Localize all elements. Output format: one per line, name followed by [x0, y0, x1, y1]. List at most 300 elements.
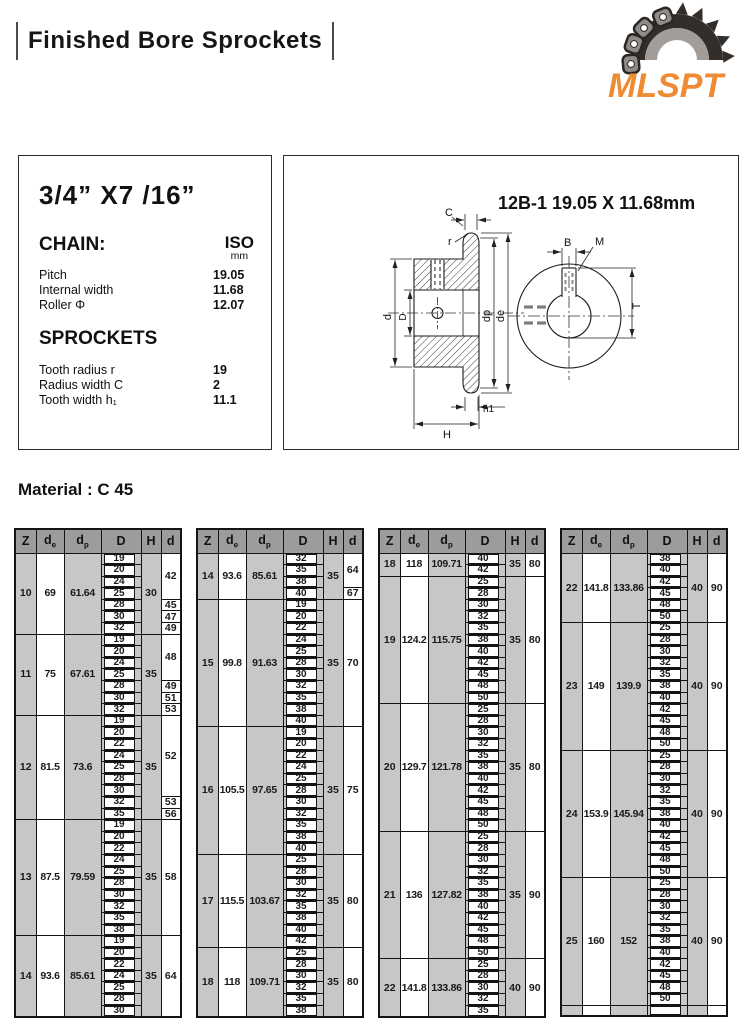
bore-cell [283, 808, 323, 820]
hub-dia-cell: 45 [161, 599, 181, 611]
table-header [379, 529, 545, 553]
spec-value: 19.05 [213, 268, 245, 282]
dp-cell: 67.61 [64, 634, 101, 715]
table-header-row [197, 529, 363, 553]
bore-box: 32 [468, 994, 499, 1005]
bore-cell [283, 762, 323, 774]
bore-cell [283, 1005, 323, 1017]
spec-label: Tooth width h₁ [39, 393, 117, 407]
bore-box: 30 [468, 855, 499, 866]
bore-cell [101, 750, 141, 762]
dp-cell: 133.86 [428, 959, 465, 1017]
bore-box: 22 [104, 843, 135, 854]
column-header-h: H [141, 529, 161, 553]
hub-width-cell: 35 [505, 576, 525, 704]
bore-cell [101, 878, 141, 890]
bore-cell [465, 970, 505, 982]
table-row [197, 553, 363, 565]
bore-cell [647, 565, 687, 577]
table-header [561, 529, 727, 553]
bore-cell [283, 576, 323, 588]
hub-dia-cell: 42 [161, 553, 181, 599]
bore-cell [647, 623, 687, 635]
bore-box: 19 [104, 716, 135, 727]
table-row [379, 553, 545, 565]
bore-box: 50 [650, 739, 681, 750]
sprocket-table-3 [378, 528, 546, 1018]
bore-cell [283, 739, 323, 751]
bore-box: 35 [650, 797, 681, 808]
bore-cell [101, 588, 141, 600]
dim-label-d: d [382, 313, 394, 321]
bore-cell [647, 704, 687, 716]
dim-label-T: T [631, 302, 643, 310]
bore-box: 42 [650, 959, 681, 970]
bore-box: 40 [286, 925, 317, 936]
sprocket-data-table [196, 528, 364, 1018]
hub-dia-cell: 51 [161, 692, 181, 704]
bore-cell [101, 947, 141, 959]
de-cell: 93.6 [36, 936, 64, 1018]
hub-dia-cell: 90 [525, 831, 545, 959]
bore-box: 28 [104, 878, 135, 889]
bore-cell [283, 970, 323, 982]
bore-box: 32 [286, 890, 317, 901]
z-cell: 14 [15, 936, 36, 1018]
bore-box: 25 [104, 588, 135, 599]
spec-row-tooth-width [39, 393, 257, 407]
sprocket-data-table [14, 528, 182, 1018]
dp-cell: 133.86 [610, 553, 647, 623]
bore-box: 30 [650, 646, 681, 657]
drawing-title: 12B-1 19.05 X 11.68mm [498, 193, 696, 213]
bore-cell [647, 553, 687, 565]
bore-box: 25 [286, 855, 317, 866]
bore-box: 45 [468, 925, 499, 936]
bore-cell [101, 657, 141, 669]
bore-box: 32 [286, 809, 317, 820]
hub-dia-cell: 58 [161, 820, 181, 936]
bore-cell [101, 1005, 141, 1017]
hub-width-cell: 35 [323, 599, 343, 727]
bore-cell [647, 773, 687, 785]
bore-box: 32 [104, 901, 135, 912]
hub-width-cell: 35 [505, 553, 525, 576]
column-header-z: Z [197, 529, 218, 553]
bore-cell [283, 588, 323, 600]
column-header-dp: $d_p$ [64, 529, 101, 553]
bore-cell [647, 692, 687, 704]
bore-box: 32 [468, 739, 499, 750]
dp-cell: 152 [610, 878, 647, 1006]
bore-cell [283, 646, 323, 658]
hub-dia-cell: 53 [161, 704, 181, 716]
column-header-dp: $d_p$ [428, 529, 465, 553]
bore-box: 24 [286, 762, 317, 773]
bore-box: 19 [104, 820, 135, 831]
bore-cell [101, 739, 141, 751]
bore-cell [465, 588, 505, 600]
bore-box: 48 [650, 727, 681, 738]
de-cell: 75 [36, 634, 64, 715]
chain-label: CHAIN: [39, 234, 106, 255]
bore-box: 40 [650, 820, 681, 831]
bore-cell [283, 599, 323, 611]
spec-value: 12.07 [213, 298, 245, 312]
bore-cell [647, 785, 687, 797]
hub-width-cell: 40 [687, 750, 707, 878]
bore-box: 28 [468, 971, 499, 982]
sprocket-table-1 [14, 528, 182, 1018]
hub-width-cell: 40 [687, 553, 707, 623]
bore-box: 38 [468, 762, 499, 773]
table-row [379, 576, 545, 588]
bore-box: 30 [468, 600, 499, 611]
bore-cell [647, 669, 687, 681]
sprocket-table-4 [560, 528, 728, 1017]
table-row [197, 854, 363, 866]
table-row [561, 750, 727, 762]
table-header-row [379, 529, 545, 553]
bore-cell [283, 901, 323, 913]
bore-box: 45 [468, 669, 499, 680]
bore-box: 40 [650, 948, 681, 959]
de-cell: 149 [582, 623, 610, 751]
bore-box: 35 [286, 820, 317, 831]
bore-box: 19 [286, 727, 317, 738]
de-cell [582, 1005, 610, 1016]
bore-box: 42 [468, 658, 499, 669]
bore-box: 22 [104, 739, 135, 750]
bore-box: 32 [286, 681, 317, 692]
bore-box: 25 [286, 646, 317, 657]
bore-cell [647, 808, 687, 820]
dim-label-H: H [443, 429, 451, 441]
de-cell: 105.5 [218, 727, 246, 855]
bore-box: 30 [650, 901, 681, 912]
hub-width-cell: 35 [323, 727, 343, 855]
bore-cell [647, 576, 687, 588]
bore-box: 50 [650, 994, 681, 1005]
bore-cell [465, 820, 505, 832]
bore-box: 30 [286, 669, 317, 680]
bore-cell [465, 831, 505, 843]
bore-cell [465, 843, 505, 855]
bore-cell [647, 820, 687, 832]
bore-cell [283, 854, 323, 866]
spec-label: Tooth radius r [39, 363, 115, 377]
spec-row-tooth-radius [39, 363, 257, 377]
bore-cell [465, 565, 505, 577]
dp-cell: 127.82 [428, 831, 465, 959]
bore-box: 24 [286, 635, 317, 646]
hub-width-cell: 40 [505, 959, 525, 1017]
bore-box: 25 [104, 982, 135, 993]
bore-box: 50 [650, 867, 681, 878]
de-cell: 118 [218, 947, 246, 1017]
bore-box: 40 [468, 901, 499, 912]
dp-cell: 91.63 [246, 599, 283, 727]
bore-cell [465, 576, 505, 588]
bore-cell [465, 750, 505, 762]
bore-cell [647, 831, 687, 843]
dim-label-de: de [495, 309, 507, 323]
bore-box: 40 [650, 693, 681, 704]
hub-width-cell: 30 [141, 553, 161, 634]
bore-cell [465, 936, 505, 948]
bore-box: 48 [650, 600, 681, 611]
hub-dia-cell: 64 [343, 553, 363, 588]
hub-dia-cell: 48 [161, 634, 181, 680]
table-row [15, 634, 181, 646]
bore-box: 40 [286, 716, 317, 727]
bore-box [650, 1006, 681, 1015]
bore-cell [647, 947, 687, 959]
bore-cell [465, 692, 505, 704]
bore-box: 19 [104, 936, 135, 947]
de-cell: 99.8 [218, 599, 246, 727]
sprocket-technical-drawing [284, 156, 738, 449]
bore-box: 42 [650, 832, 681, 843]
bore-box: 28 [286, 658, 317, 669]
bore-cell [647, 762, 687, 774]
bore-cell [465, 727, 505, 739]
bore-cell [283, 750, 323, 762]
hub-dia-cell: 90 [525, 959, 545, 1017]
bore-box: 45 [650, 843, 681, 854]
bore-box: 30 [650, 774, 681, 785]
spec-label: Radius width C [39, 378, 124, 392]
table-row [379, 831, 545, 843]
bore-cell [647, 646, 687, 658]
table-body [197, 553, 363, 1017]
bore-box: 48 [468, 936, 499, 947]
bore-cell [465, 912, 505, 924]
bore-box: 19 [104, 554, 135, 565]
dp-cell: 85.61 [246, 553, 283, 599]
bore-cell [465, 785, 505, 797]
table-row [197, 599, 363, 611]
bore-cell [101, 727, 141, 739]
bore-box: 25 [286, 948, 317, 959]
bore-box: 48 [468, 809, 499, 820]
bore-cell [101, 796, 141, 808]
bore-cell [283, 773, 323, 785]
bore-cell [101, 715, 141, 727]
bore-cell [465, 901, 505, 913]
column-header-dp: $d_p$ [610, 529, 647, 553]
hub-dia-cell: 75 [343, 727, 363, 855]
bore-box: 22 [286, 751, 317, 762]
bore-cell [101, 866, 141, 878]
bore-box: 35 [468, 623, 499, 634]
bore-cell [101, 762, 141, 774]
bore-box: 38 [468, 635, 499, 646]
bore-cell [101, 669, 141, 681]
bore-cell [101, 785, 141, 797]
hub-width-cell: 35 [323, 854, 343, 947]
bore-cell [283, 634, 323, 646]
bore-cell [647, 727, 687, 739]
bore-box: 32 [104, 623, 135, 634]
bore-cell [283, 994, 323, 1006]
spec-row-roller [39, 298, 257, 312]
table-row [379, 959, 545, 971]
bore-box: 42 [650, 704, 681, 715]
bore-cell [465, 611, 505, 623]
bore-cell [465, 681, 505, 693]
table-row [197, 727, 363, 739]
z-cell: 18 [197, 947, 218, 1017]
bore-cell [647, 681, 687, 693]
bore-box: 28 [468, 588, 499, 599]
z-cell: 16 [197, 727, 218, 855]
hub-width-cell [687, 1005, 707, 1016]
z-cell: 13 [15, 820, 36, 936]
spec-label: Pitch [39, 268, 67, 282]
bore-box: 38 [286, 577, 317, 588]
dp-cell: 85.61 [64, 936, 101, 1018]
bore-cell [101, 901, 141, 913]
bore-box: 20 [104, 565, 135, 576]
dim-label-B: B [564, 237, 572, 249]
spec-row-internal-width [39, 283, 257, 297]
bore-cell [465, 762, 505, 774]
z-cell: 23 [561, 623, 582, 751]
bore-box: 24 [104, 971, 135, 982]
spec-row-pitch [39, 268, 257, 282]
table-row-empty [561, 1005, 727, 1016]
bore-cell [283, 692, 323, 704]
column-header-d: d [343, 529, 363, 553]
column-header-d: d [161, 529, 181, 553]
de-cell: 153.9 [582, 750, 610, 878]
bore-box: 30 [104, 693, 135, 704]
bore-cell [101, 576, 141, 588]
logo-text: MLSPT [608, 67, 724, 102]
column-header-d: D [647, 529, 687, 553]
bore-cell [101, 982, 141, 994]
hub-dia-cell: 80 [525, 576, 545, 704]
bore-box: 35 [104, 913, 135, 924]
dp-cell: 103.67 [246, 854, 283, 947]
title-left-bar [16, 22, 18, 60]
bore-cell [647, 959, 687, 971]
de-cell: 141.8 [582, 553, 610, 623]
dim-label-dp: dp [481, 309, 493, 323]
bore-cell [283, 796, 323, 808]
hub-width-cell: 40 [687, 878, 707, 1006]
bore-box: 28 [286, 867, 317, 878]
dp-cell: 61.64 [64, 553, 101, 634]
sprockets-section-label: SPROCKETS [39, 328, 158, 349]
bore-box: 48 [650, 855, 681, 866]
hub-width-cell: 35 [141, 820, 161, 936]
hub-width-cell: 35 [323, 553, 343, 599]
bore-cell [101, 646, 141, 658]
table-body [561, 553, 727, 1016]
dim-label-h1: h1 [483, 404, 495, 415]
bore-cell [101, 970, 141, 982]
bore-cell [101, 959, 141, 971]
bore-box: 25 [104, 762, 135, 773]
bore-box: 32 [468, 611, 499, 622]
bore-cell [283, 924, 323, 936]
bore-cell [647, 750, 687, 762]
hub-dia-cell: 90 [707, 750, 727, 878]
bore-box: 38 [286, 832, 317, 843]
bore-box: 32 [650, 785, 681, 796]
table-body [379, 553, 545, 1017]
bore-box: 30 [104, 1006, 135, 1017]
hub-dia-cell: 80 [525, 704, 545, 832]
bore-box: 28 [104, 681, 135, 692]
bore-cell [283, 727, 323, 739]
hub-width-cell: 35 [505, 704, 525, 832]
bore-box: 22 [104, 959, 135, 970]
bore-box: 28 [468, 716, 499, 727]
bore-box: 50 [650, 611, 681, 622]
z-cell [561, 1005, 582, 1016]
de-cell: 115.5 [218, 854, 246, 947]
column-header-de: $d_e$ [36, 529, 64, 553]
de-cell: 124.2 [400, 576, 428, 704]
column-header-d: D [101, 529, 141, 553]
table-row [561, 553, 727, 565]
bore-box: 50 [468, 948, 499, 959]
column-header-d: D [283, 529, 323, 553]
bore-box: 45 [468, 797, 499, 808]
bore-cell [465, 1005, 505, 1017]
bore-box: 25 [650, 878, 681, 889]
bore-box: 35 [650, 669, 681, 680]
bore-cell [101, 634, 141, 646]
company-logo [580, 2, 740, 102]
bore-box: 30 [104, 785, 135, 796]
sprocket-table-2 [196, 528, 364, 1018]
de-cell: 81.5 [36, 715, 64, 819]
bore-cell [465, 947, 505, 959]
hub-dia-cell: 80 [343, 947, 363, 1017]
bore-box: 50 [468, 693, 499, 704]
bore-cell [647, 970, 687, 982]
bore-box: 20 [104, 646, 135, 657]
bore-cell [283, 831, 323, 843]
title-right-bar [332, 22, 334, 60]
dp-cell: 97.65 [246, 727, 283, 855]
z-cell: 10 [15, 553, 36, 634]
table-header-row [561, 529, 727, 553]
bore-cell [647, 843, 687, 855]
unit-label: mm [230, 250, 249, 262]
bore-box: 40 [286, 843, 317, 854]
de-cell: 69 [36, 553, 64, 634]
table-header [197, 529, 363, 553]
hub-dia-cell: 47 [161, 611, 181, 623]
bore-box: 25 [468, 577, 499, 588]
hub-dia-cell: 64 [161, 936, 181, 1018]
z-cell: 25 [561, 878, 582, 1006]
sprocket-data-table [378, 528, 546, 1018]
de-cell: 141.8 [400, 959, 428, 1017]
table-row [197, 947, 363, 959]
bore-cell [647, 982, 687, 994]
column-header-d: D [465, 529, 505, 553]
bore-cell [283, 866, 323, 878]
de-cell: 129.7 [400, 704, 428, 832]
bore-box: 48 [468, 681, 499, 692]
bore-box: 35 [286, 901, 317, 912]
